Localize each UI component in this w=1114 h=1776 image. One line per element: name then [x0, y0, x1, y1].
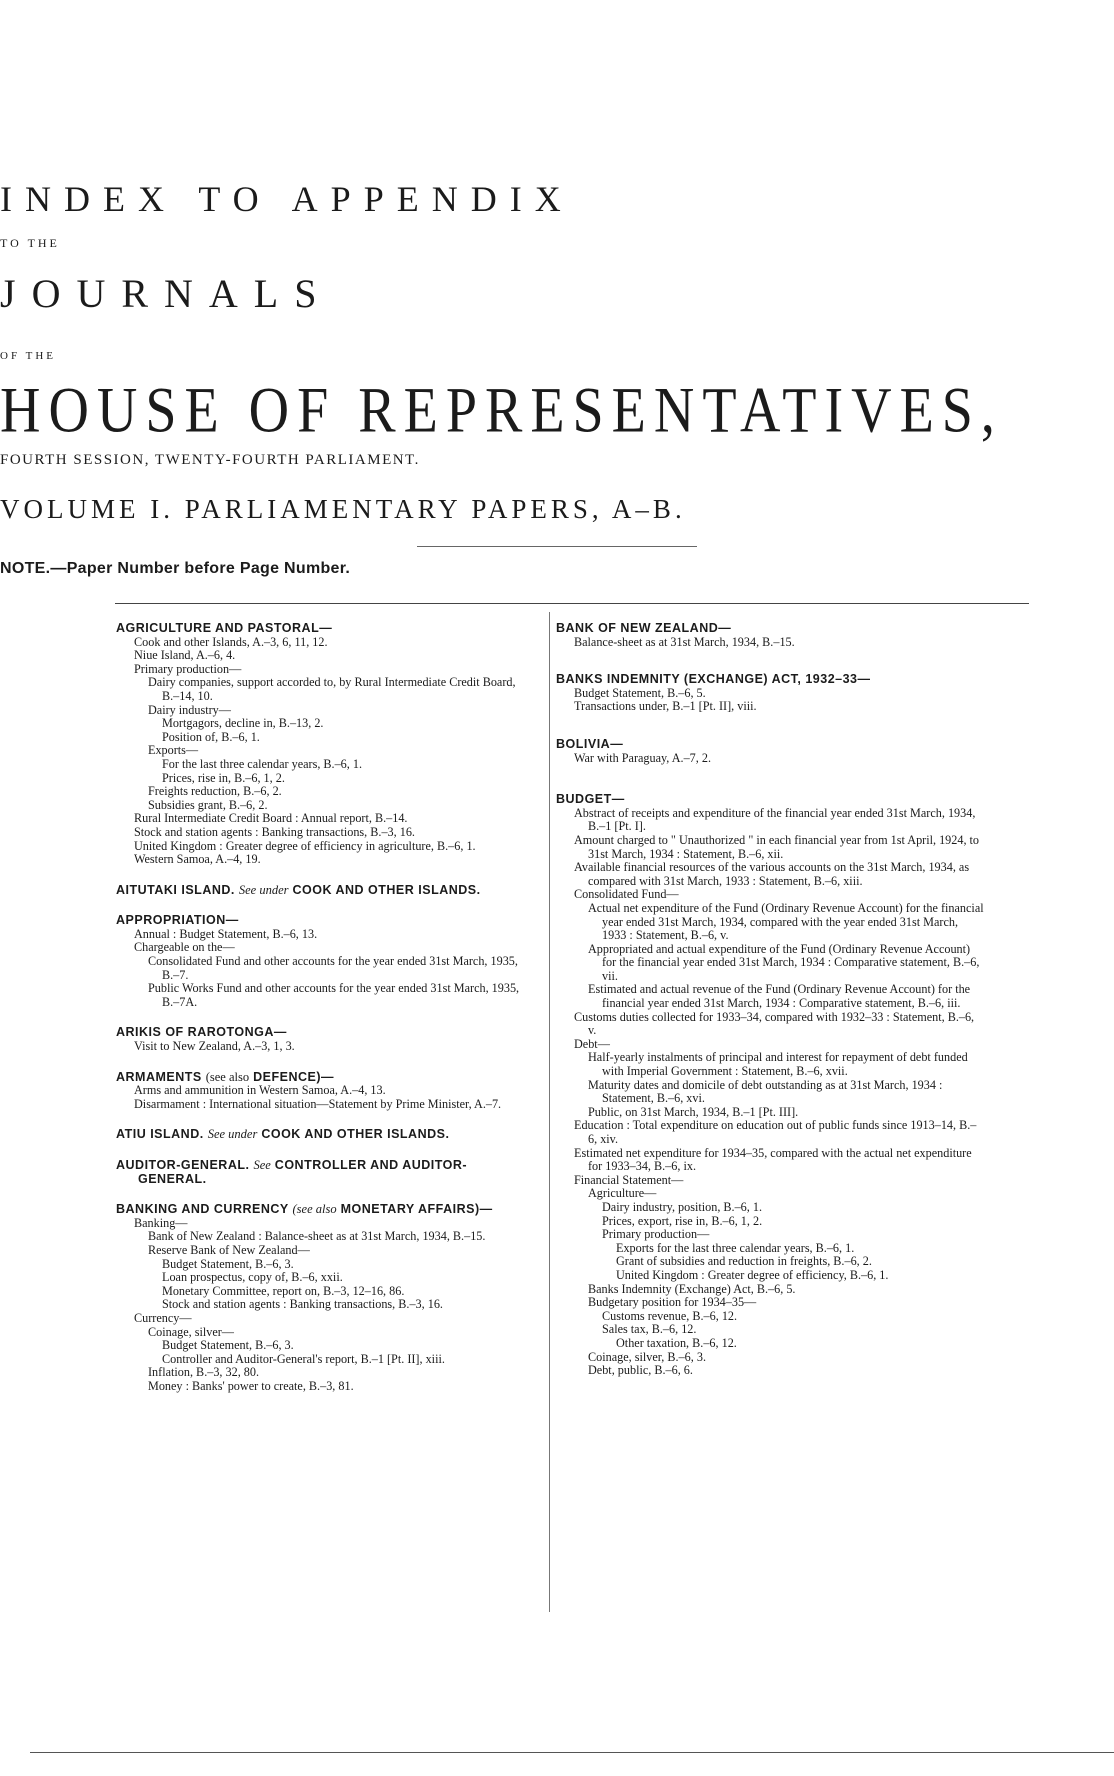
index-entry: Bank of New Zealand : Balance-sheet as at 31st March, 1934, B.–15. — [148, 1229, 486, 1244]
index-entry: Balance-sheet as at 31st March, 1934, B.–15. — [574, 634, 795, 649]
index-entry: Reserve Bank of New Zealand— — [148, 1242, 310, 1257]
index-entry: Sales tax, B.–6, 12. — [602, 1322, 697, 1337]
index-section-auditor-general — [116, 1159, 534, 1186]
index-entry: Budget Statement, B.–6, 3. — [162, 1256, 294, 1271]
index-entry: Public Works Fund and other accounts for the year ended 31st March, 1935, B.–7A. — [148, 981, 520, 1009]
index-heading — [116, 1128, 534, 1142]
cross-ref-target: COOK AND OTHER ISLANDS. — [261, 1127, 450, 1142]
index-entry: Controller and Auditor-General's report, B.–1 [Pt. II], xiii. — [162, 1351, 445, 1366]
index-entry: Stock and station agents : Banking transactions, B.–3, 16. — [162, 1297, 443, 1312]
index-heading — [116, 884, 534, 898]
index-entry: Inflation, B.–3, 32, 80. — [148, 1365, 260, 1380]
heading-text: ATIU ISLAND. — [116, 1127, 204, 1142]
index-entry: For the last three calendar years, B.–6, 1. — [162, 756, 363, 771]
index-entry: Other taxation, B.–6, 12. — [616, 1335, 737, 1350]
index-entry: Budget Statement, B.–6, 5. — [574, 685, 706, 700]
index-entry: Customs revenue, B.–6, 12. — [602, 1308, 738, 1323]
cross-ref-target: COOK AND OTHER ISLANDS. — [292, 882, 481, 897]
header-divider — [115, 603, 1029, 604]
index-entry: Estimated and actual revenue of the Fund (Ordinary Revenue Account) for the financial year ended 31st March, 1934 : Comparative statement, B.–6, iii. — [588, 982, 971, 1011]
index-entry: Public, on 31st March, 1934, B.–1 [Pt. III]. — [588, 1104, 799, 1119]
index-entry: Monetary Committee, report on, B.–3, 12–16, 86. — [162, 1283, 405, 1298]
index-entry: United Kingdom : Greater degree of efficiency, B.–6, 1. — [616, 1267, 889, 1282]
index-entry: Coinage, silver— — [148, 1324, 234, 1339]
index-entry: Dairy industry, position, B.–6, 1. — [602, 1199, 763, 1214]
index-entry: Mortgagors, decline in, B.–13, 2. — [162, 716, 324, 731]
title-house: HOUSE OF REPRESENTATIVES, — [0, 375, 1003, 447]
index-entry: Stock and station agents : Banking transactions, B.–3, 16. — [134, 824, 415, 839]
index-entry: Consolidated Fund— — [574, 887, 679, 902]
index-entry: Exports— — [148, 743, 199, 758]
cross-ref-target: CONTROLLER AND AUDITOR-GENERAL. — [138, 1158, 468, 1186]
index-entry: Annual : Budget Statement, B.–6, 13. — [134, 926, 318, 941]
index-entry: Available financial resources of the various accounts on the 31st March, 1934, as compared with 31st March, 1933 : Statement, B.–6, xiii. — [574, 860, 970, 888]
index-entry: Estimated net expenditure for 1934–35, compared with the actual net expenditure for 1933–34, B.–6, ix. — [574, 1145, 972, 1174]
index-entry: Transactions under, B.–1 [Pt. II], viii. — [574, 699, 757, 714]
index-entry: Consolidated Fund and other accounts for the year ended 31st March, 1935, B.–7. — [148, 954, 518, 982]
index-entry: Dairy industry— — [148, 702, 231, 717]
index-entry: Primary production— — [134, 661, 242, 676]
index-entry: Debt, public, B.–6, 6. — [588, 1363, 693, 1378]
index-entry: Appropriated and actual expenditure of the Fund (Ordinary Revenue Account) for the financial year ended 31st March, 1934 : Comparative statement, B.–6, vii. — [588, 941, 980, 983]
index-entry: Loan prospectus, copy of, B.–6, xxii. — [162, 1270, 343, 1285]
index-entry: Subsidies grant, B.–6, 2. — [148, 797, 268, 812]
index-entry: United Kingdom : Greater degree of efficiency in agriculture, B.–6, 1. — [134, 838, 476, 853]
index-entry: Position of, B.–6, 1. — [162, 729, 260, 744]
cross-ref-label: See under — [238, 882, 289, 897]
index-heading: BANKS INDEMNITY (EXCHANGE) ACT, 1932–33— — [556, 672, 871, 687]
index-entry: Budget Statement, B.–6, 3. — [162, 1338, 294, 1353]
index-entry: War with Paraguay, A.–7, 2. — [574, 750, 711, 765]
index-entry: Prices, export, rise in, B.–6, 1, 2. — [602, 1213, 763, 1228]
index-entry: Budgetary position for 1934–35— — [588, 1295, 757, 1310]
title-volume: VOLUME I. PARLIAMENTARY PAPERS, A–B. — [0, 494, 686, 524]
index-heading: BUDGET— — [556, 792, 625, 807]
index-entry: Abstract of receipts and expenditure of the financial year ended 31st March, 1934, B.–1 [Pt. I]. — [574, 805, 976, 834]
index-entry: Freights reduction, B.–6, 2. — [148, 784, 282, 799]
index-heading: BOLIVIA— — [556, 736, 624, 751]
index-entry: Rural Intermediate Credit Board : Annual report, B.–14. — [134, 811, 408, 826]
index-entry: Education : Total expenditure on education out of public funds since 1913–14, B.–6, xiv. — [574, 1118, 977, 1146]
note-line: NOTE.—Paper Number before Page Number. — [0, 560, 351, 577]
heading-text: AUDITOR-GENERAL. — [116, 1158, 250, 1172]
index-entry: Visit to New Zealand, A.–3, 1, 3. — [134, 1039, 295, 1054]
index-heading: BANK OF NEW ZEALAND— — [556, 621, 732, 635]
index-heading — [116, 1071, 534, 1085]
index-column-left — [116, 622, 534, 1411]
index-entry: Grant of subsidies and reduction in freights, B.–6, 2. — [616, 1254, 872, 1269]
title-rule — [417, 546, 697, 547]
index-section-bank-of-new-zealand — [556, 622, 984, 649]
index-entry: Currency— — [134, 1310, 192, 1325]
index-entry: Financial Statement— — [574, 1172, 684, 1187]
index-section-armaments — [116, 1071, 534, 1112]
index-entry: Amount charged to " Unauthorized " in each financial year from 1st April, 1924, to 31st March, 1934 : Statement, B.–6, xii. — [574, 832, 980, 861]
title-index: INDEX TO APPENDIX — [0, 179, 574, 219]
index-entry: Agriculture— — [588, 1186, 657, 1201]
cross-ref-label: See under — [207, 1127, 258, 1142]
column-divider — [549, 612, 550, 1612]
heading-text: AITUTAKI ISLAND. — [116, 882, 235, 897]
index-entry: Western Samoa, A.–4, 19. — [134, 852, 261, 867]
index-heading — [116, 1203, 534, 1217]
index-entry: Banking— — [134, 1215, 188, 1230]
cross-ref-target: MONETARY AFFAIRS)— — [340, 1202, 493, 1217]
title-of-the: OF THE — [0, 350, 56, 362]
index-entry: Coinage, silver, B.–6, 3. — [588, 1349, 706, 1364]
cross-ref-label: (see also — [292, 1202, 337, 1217]
index-column-right — [556, 622, 984, 1395]
index-section-arikis — [116, 1026, 534, 1053]
title-journals: JOURNALS — [0, 271, 333, 316]
index-entry: Niue Island, A.–6, 4. — [134, 648, 236, 663]
index-heading: APPROPRIATION— — [116, 913, 239, 928]
index-entry: Debt— — [574, 1036, 610, 1051]
index-section-bolivia — [556, 738, 984, 765]
index-entry: Cook and other Islands, A.–3, 6, 11, 12. — [134, 634, 328, 649]
index-entry: Primary production— — [602, 1227, 710, 1242]
index-section-banks-indemnity — [556, 673, 984, 714]
index-section-appropriation — [116, 914, 534, 1009]
index-entry: Prices, rise in, B.–6, 1, 2. — [162, 770, 285, 785]
index-entry: Disarmament : International situation—Statement by Prime Minister, A.–7. — [134, 1096, 502, 1111]
index-entry: Exports for the last three calendar years, B.–6, 1. — [616, 1240, 855, 1255]
index-entry: Arms and ammunition in Western Samoa, A.–4, 13. — [134, 1083, 386, 1098]
title-session: FOURTH SESSION, TWENTY-FOURTH PARLIAMENT. — [0, 452, 420, 468]
index-section-aitutaki — [116, 884, 534, 898]
index-section-banking — [116, 1203, 534, 1393]
index-entry: Actual net expenditure of the Fund (Ordinary Revenue Account) for the financial year ended 31st March, 1934, compared with the year ended 31st March, 1933 : Statement, B.–6, v. — [588, 900, 984, 943]
heading-text: ARMAMENTS — [116, 1069, 202, 1084]
index-entry: Money : Banks' power to create, B.–3, 81. — [148, 1378, 354, 1393]
index-section-agriculture — [116, 622, 534, 867]
index-entry: Dairy companies, support accorded to, by Rural Intermediate Credit Board, B.–14, 10. — [148, 675, 516, 703]
cross-ref-label: See — [253, 1158, 271, 1172]
index-heading: AGRICULTURE AND PASTORAL— — [116, 621, 333, 635]
index-heading — [116, 1159, 534, 1186]
heading-text: BANKING AND CURRENCY — [116, 1202, 289, 1217]
title-to-the: TO THE — [0, 236, 60, 250]
index-section-atiu — [116, 1128, 534, 1142]
cross-ref-label: (see also — [205, 1069, 250, 1084]
cross-ref-target: DEFENCE)— — [253, 1069, 335, 1084]
index-section-budget — [556, 793, 984, 1378]
index-entry: Customs duties collected for 1933–34, compared with 1932–33 : Statement, B.–6, v. — [574, 1009, 975, 1038]
page-bottom-rule — [30, 1752, 1114, 1753]
index-entry: Maturity dates and domicile of debt outstanding as at 31st March, 1934 : Statement, B.–6, xvi. — [588, 1077, 943, 1106]
index-entry: Chargeable on the— — [134, 940, 235, 955]
index-heading: ARIKIS OF RAROTONGA— — [116, 1025, 287, 1040]
index-entry: Half-yearly instalments of principal and interest for repayment of debt funded with Imperial Government : Statement, B.–6, xvii. — [588, 1050, 968, 1079]
index-entry: Banks Indemnity (Exchange) Act, B.–6, 5. — [588, 1281, 796, 1296]
